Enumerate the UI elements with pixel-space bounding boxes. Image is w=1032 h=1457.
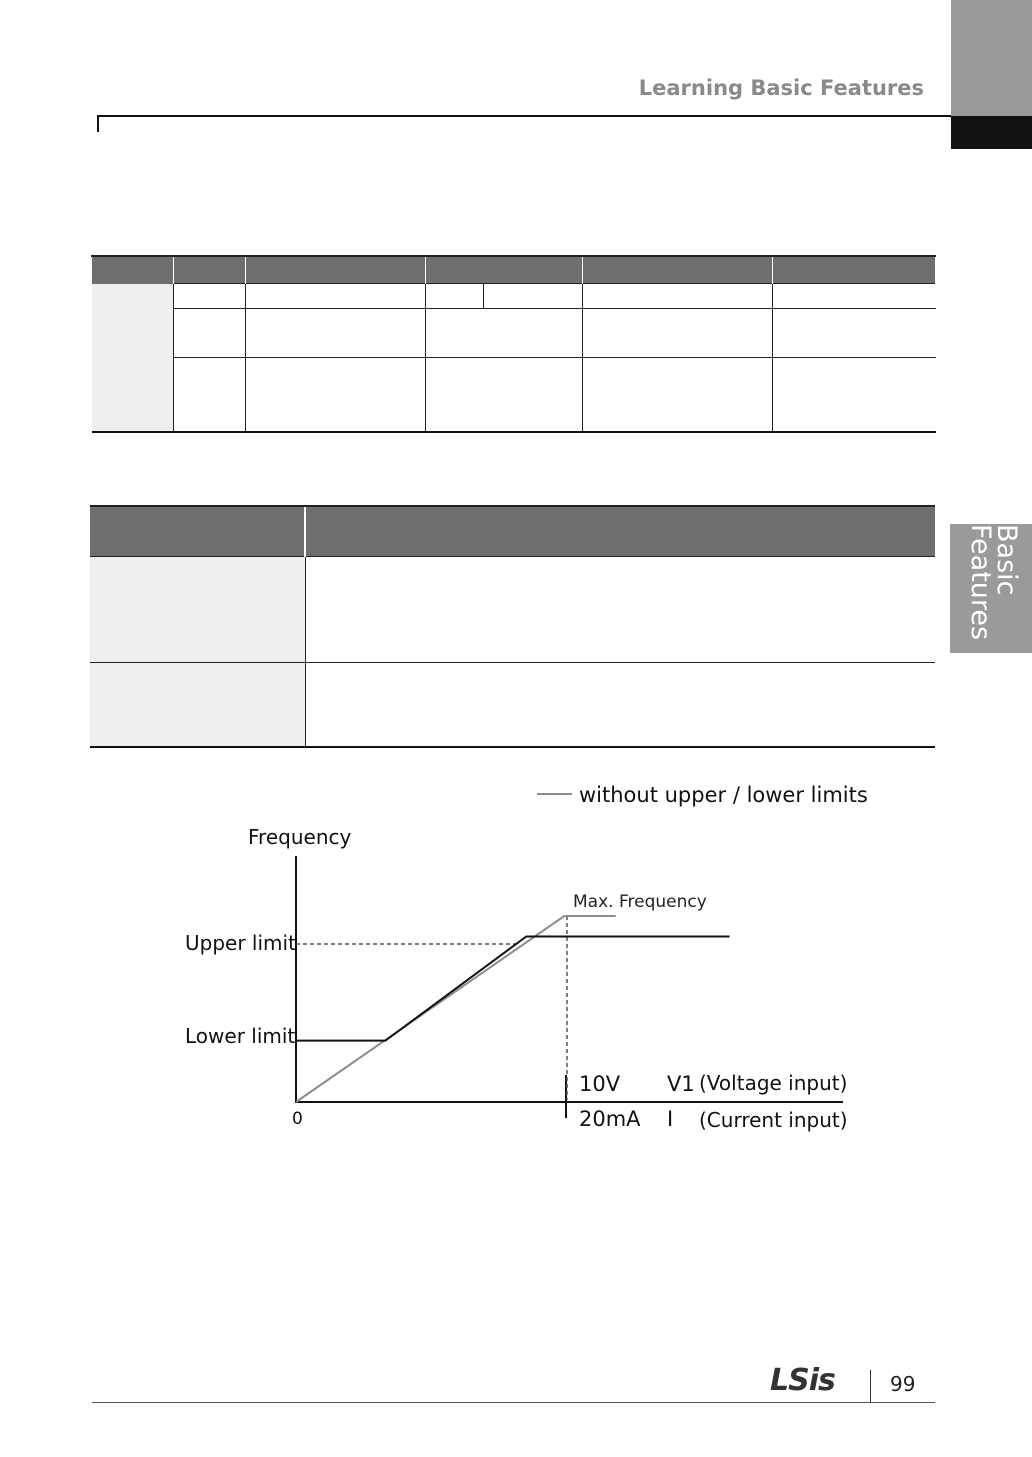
table-cell xyxy=(773,358,936,432)
parameter-table xyxy=(91,255,936,433)
current-input-name: I xyxy=(667,1107,674,1131)
table-cell xyxy=(773,309,936,358)
table-cell xyxy=(583,309,773,358)
voltage-input-name: V1 xyxy=(667,1072,695,1096)
table-row xyxy=(90,663,935,747)
side-tab-basic-features[interactable] xyxy=(950,524,1032,653)
footer-separator xyxy=(870,1370,871,1403)
table-header-cell xyxy=(773,256,936,284)
table-cell xyxy=(426,309,583,358)
table-cell xyxy=(90,663,305,747)
y-axis-label: Frequency xyxy=(248,825,352,849)
table-cell xyxy=(583,284,773,309)
frequency-limit-chart xyxy=(0,770,1032,1170)
table-cell xyxy=(426,358,583,432)
table-cell xyxy=(773,284,936,309)
corner-tab-black xyxy=(951,116,1032,149)
upper-limit-label: Upper limit xyxy=(185,931,296,955)
table-row xyxy=(92,284,936,309)
description-table xyxy=(90,505,935,748)
page-number: 99 xyxy=(890,1372,916,1396)
page-header-title: Learning Basic Features xyxy=(638,76,924,100)
table-row xyxy=(92,358,936,432)
table-cell xyxy=(174,284,246,309)
table-header-cell xyxy=(90,506,305,557)
table-header-row xyxy=(92,256,936,284)
table-row xyxy=(92,309,936,358)
table-header-cell xyxy=(305,506,935,557)
table-cell xyxy=(484,284,583,309)
current-end-value: 20mA xyxy=(579,1107,641,1131)
table-group-cell xyxy=(92,284,174,432)
side-tab-label: Basic Features xyxy=(965,524,1022,641)
series-without-limits-line xyxy=(296,916,616,1102)
table-header-cell xyxy=(426,256,583,284)
table-header-cell xyxy=(246,256,426,284)
table-cell xyxy=(246,284,426,309)
current-input-desc: (Current input) xyxy=(699,1108,848,1132)
table-cell xyxy=(305,557,935,663)
corner-tab-grey xyxy=(951,0,1032,116)
table-header-row xyxy=(90,506,935,557)
origin-label: 0 xyxy=(292,1109,303,1129)
table-header-cell xyxy=(92,256,174,284)
table-cell xyxy=(305,663,935,747)
header-tick xyxy=(97,115,99,132)
table-cell xyxy=(583,358,773,432)
table-row xyxy=(90,557,935,663)
max-frequency-label: Max. Frequency xyxy=(573,892,707,912)
legend-label: without upper / lower limits xyxy=(579,783,868,807)
voltage-end-value: 10V xyxy=(579,1072,621,1096)
table-cell xyxy=(174,309,246,358)
table-cell xyxy=(426,284,484,309)
table-cell xyxy=(174,358,246,432)
table-cell xyxy=(246,358,426,432)
header-rule xyxy=(97,115,962,117)
table-cell xyxy=(90,557,305,663)
table-header-cell xyxy=(583,256,773,284)
ls-is-logo: LSis xyxy=(770,1363,835,1398)
table-cell xyxy=(246,309,426,358)
lower-limit-label: Lower limit xyxy=(185,1024,296,1048)
voltage-input-desc: (Voltage input) xyxy=(699,1071,848,1095)
footer-rule xyxy=(92,1402,935,1403)
table-header-cell xyxy=(174,256,246,284)
